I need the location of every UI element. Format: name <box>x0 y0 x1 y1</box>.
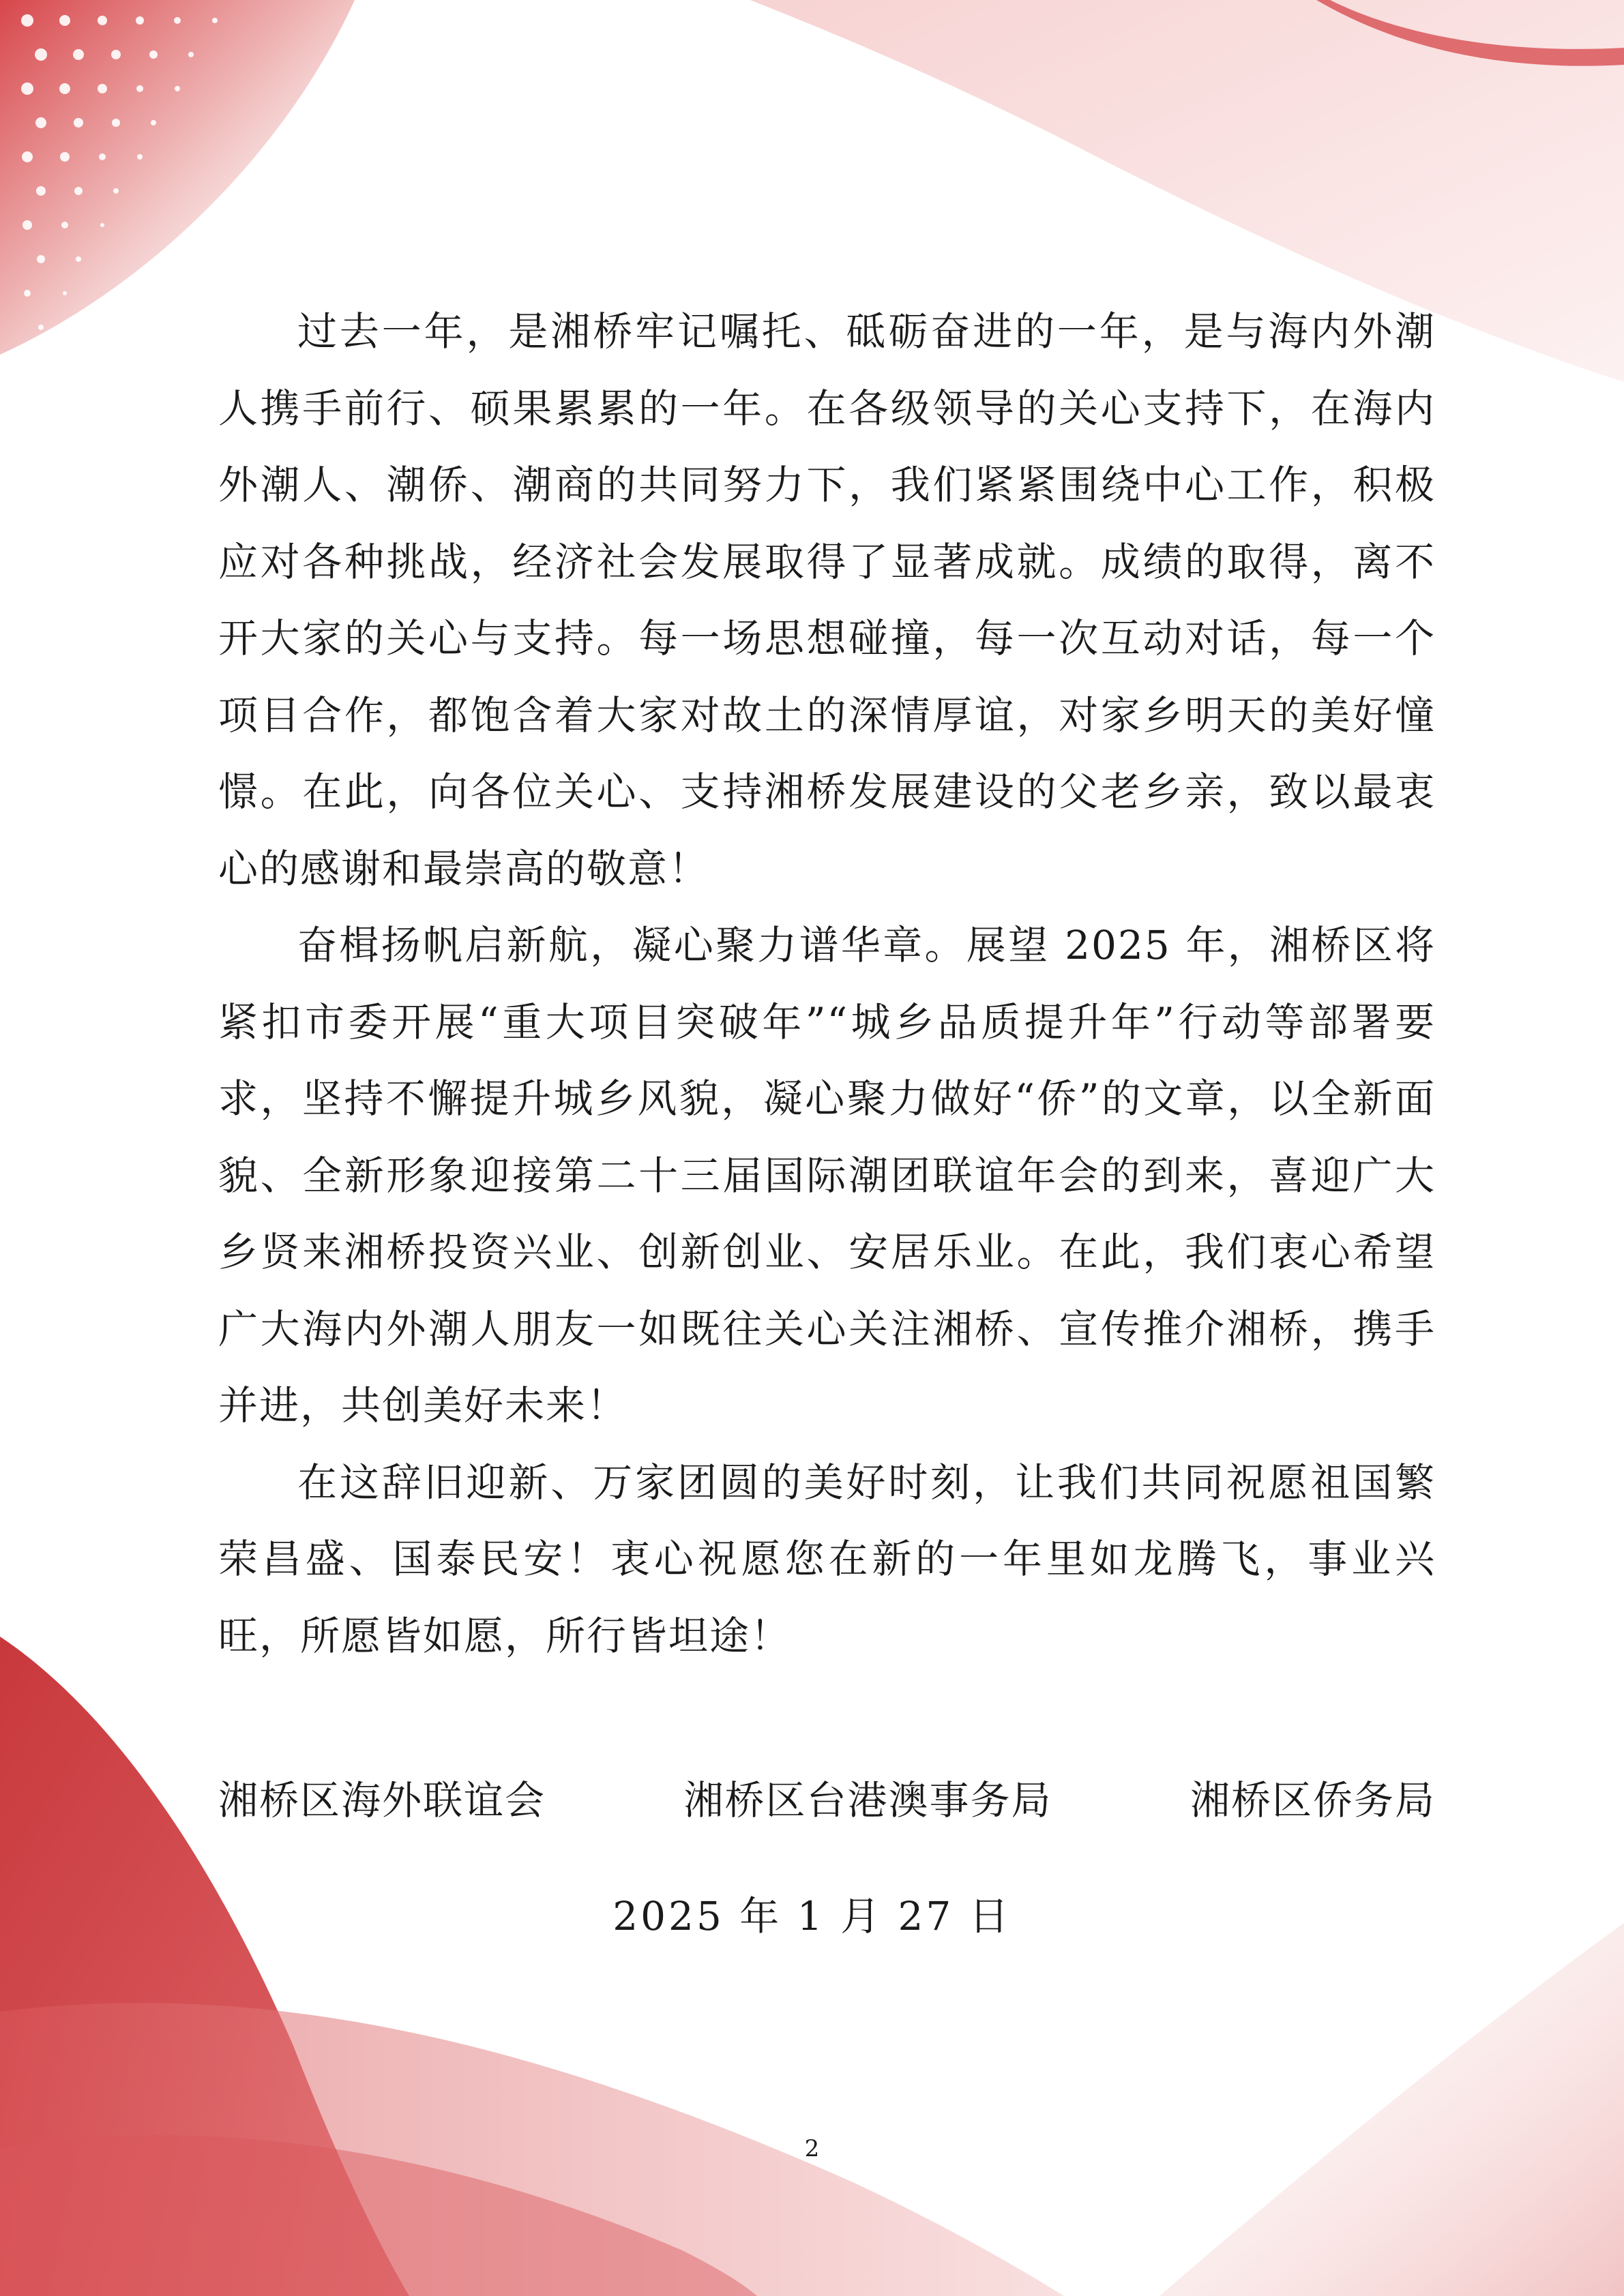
page-number: 2 <box>804 2135 820 2162</box>
signature-block <box>218 1770 1436 1831</box>
paragraph-3: 在这辞旧迎新、万家团圆的美好时刻，让我们共同祝愿祖国繁荣昌盛、国泰民安！衷心祝愿您在新的一年里如龙腾飞，事业兴旺，所愿皆如愿，所行皆坦途！ <box>218 1459 1436 1659</box>
letter-body <box>218 293 1436 1674</box>
letter-date: 2025 年 1 月 27 日 <box>612 1893 1012 1939</box>
signature-overseas-friendship-association: 湘桥区海外联谊会 <box>218 1777 546 1823</box>
signature-overseas-chinese-affairs-bureau: 湘桥区侨务局 <box>1190 1777 1436 1823</box>
paragraph-2: 奋楫扬帆启新航，凝心聚力谱华章。展望 2025 年，湘桥区将紧扣市委开展“重大项目突破年”“城乡品质提升年”行动等部署要求，坚持不懈提升城乡风貌，凝心聚力做好“侨”的文章，以全新面貌、全新形象迎接第二十三届国际潮团联谊年会的到来，喜迎广大乡贤来湘桥投资兴业、创新创业、安居乐业。在此，我们衷心希望广大海内外潮人朋友一如既往关心关注湘桥、宣传推介湘桥，携手并进，共创美好未来！ <box>218 922 1436 1429</box>
paragraph-1: 过去一年，是湘桥牢记嘱托、砥砺奋进的一年，是与海内外潮人携手前行、硕果累累的一年。在各级领导的关心支持下，在海内外潮人、潮侨、潮商的共同努力下，我们紧紧围绕中心工作，积极应对各种挑战，经济社会发展取得了显著成就。成绩的取得，离不开大家的关心与支持。每一场思想碰撞，每一次互动对话，每一个项目合作，都饱含着大家对故土的深情厚谊，对家乡明天的美好憧憬。在此，向各位关心、支持湘桥发展建设的父老乡亲，致以最衷心的感谢和最崇高的敬意！ <box>218 308 1436 892</box>
bottom-right-gradient <box>1160 1923 1624 2296</box>
signature-taiwan-hk-macao-affairs-bureau: 湘桥区台港澳事务局 <box>683 1777 1052 1823</box>
